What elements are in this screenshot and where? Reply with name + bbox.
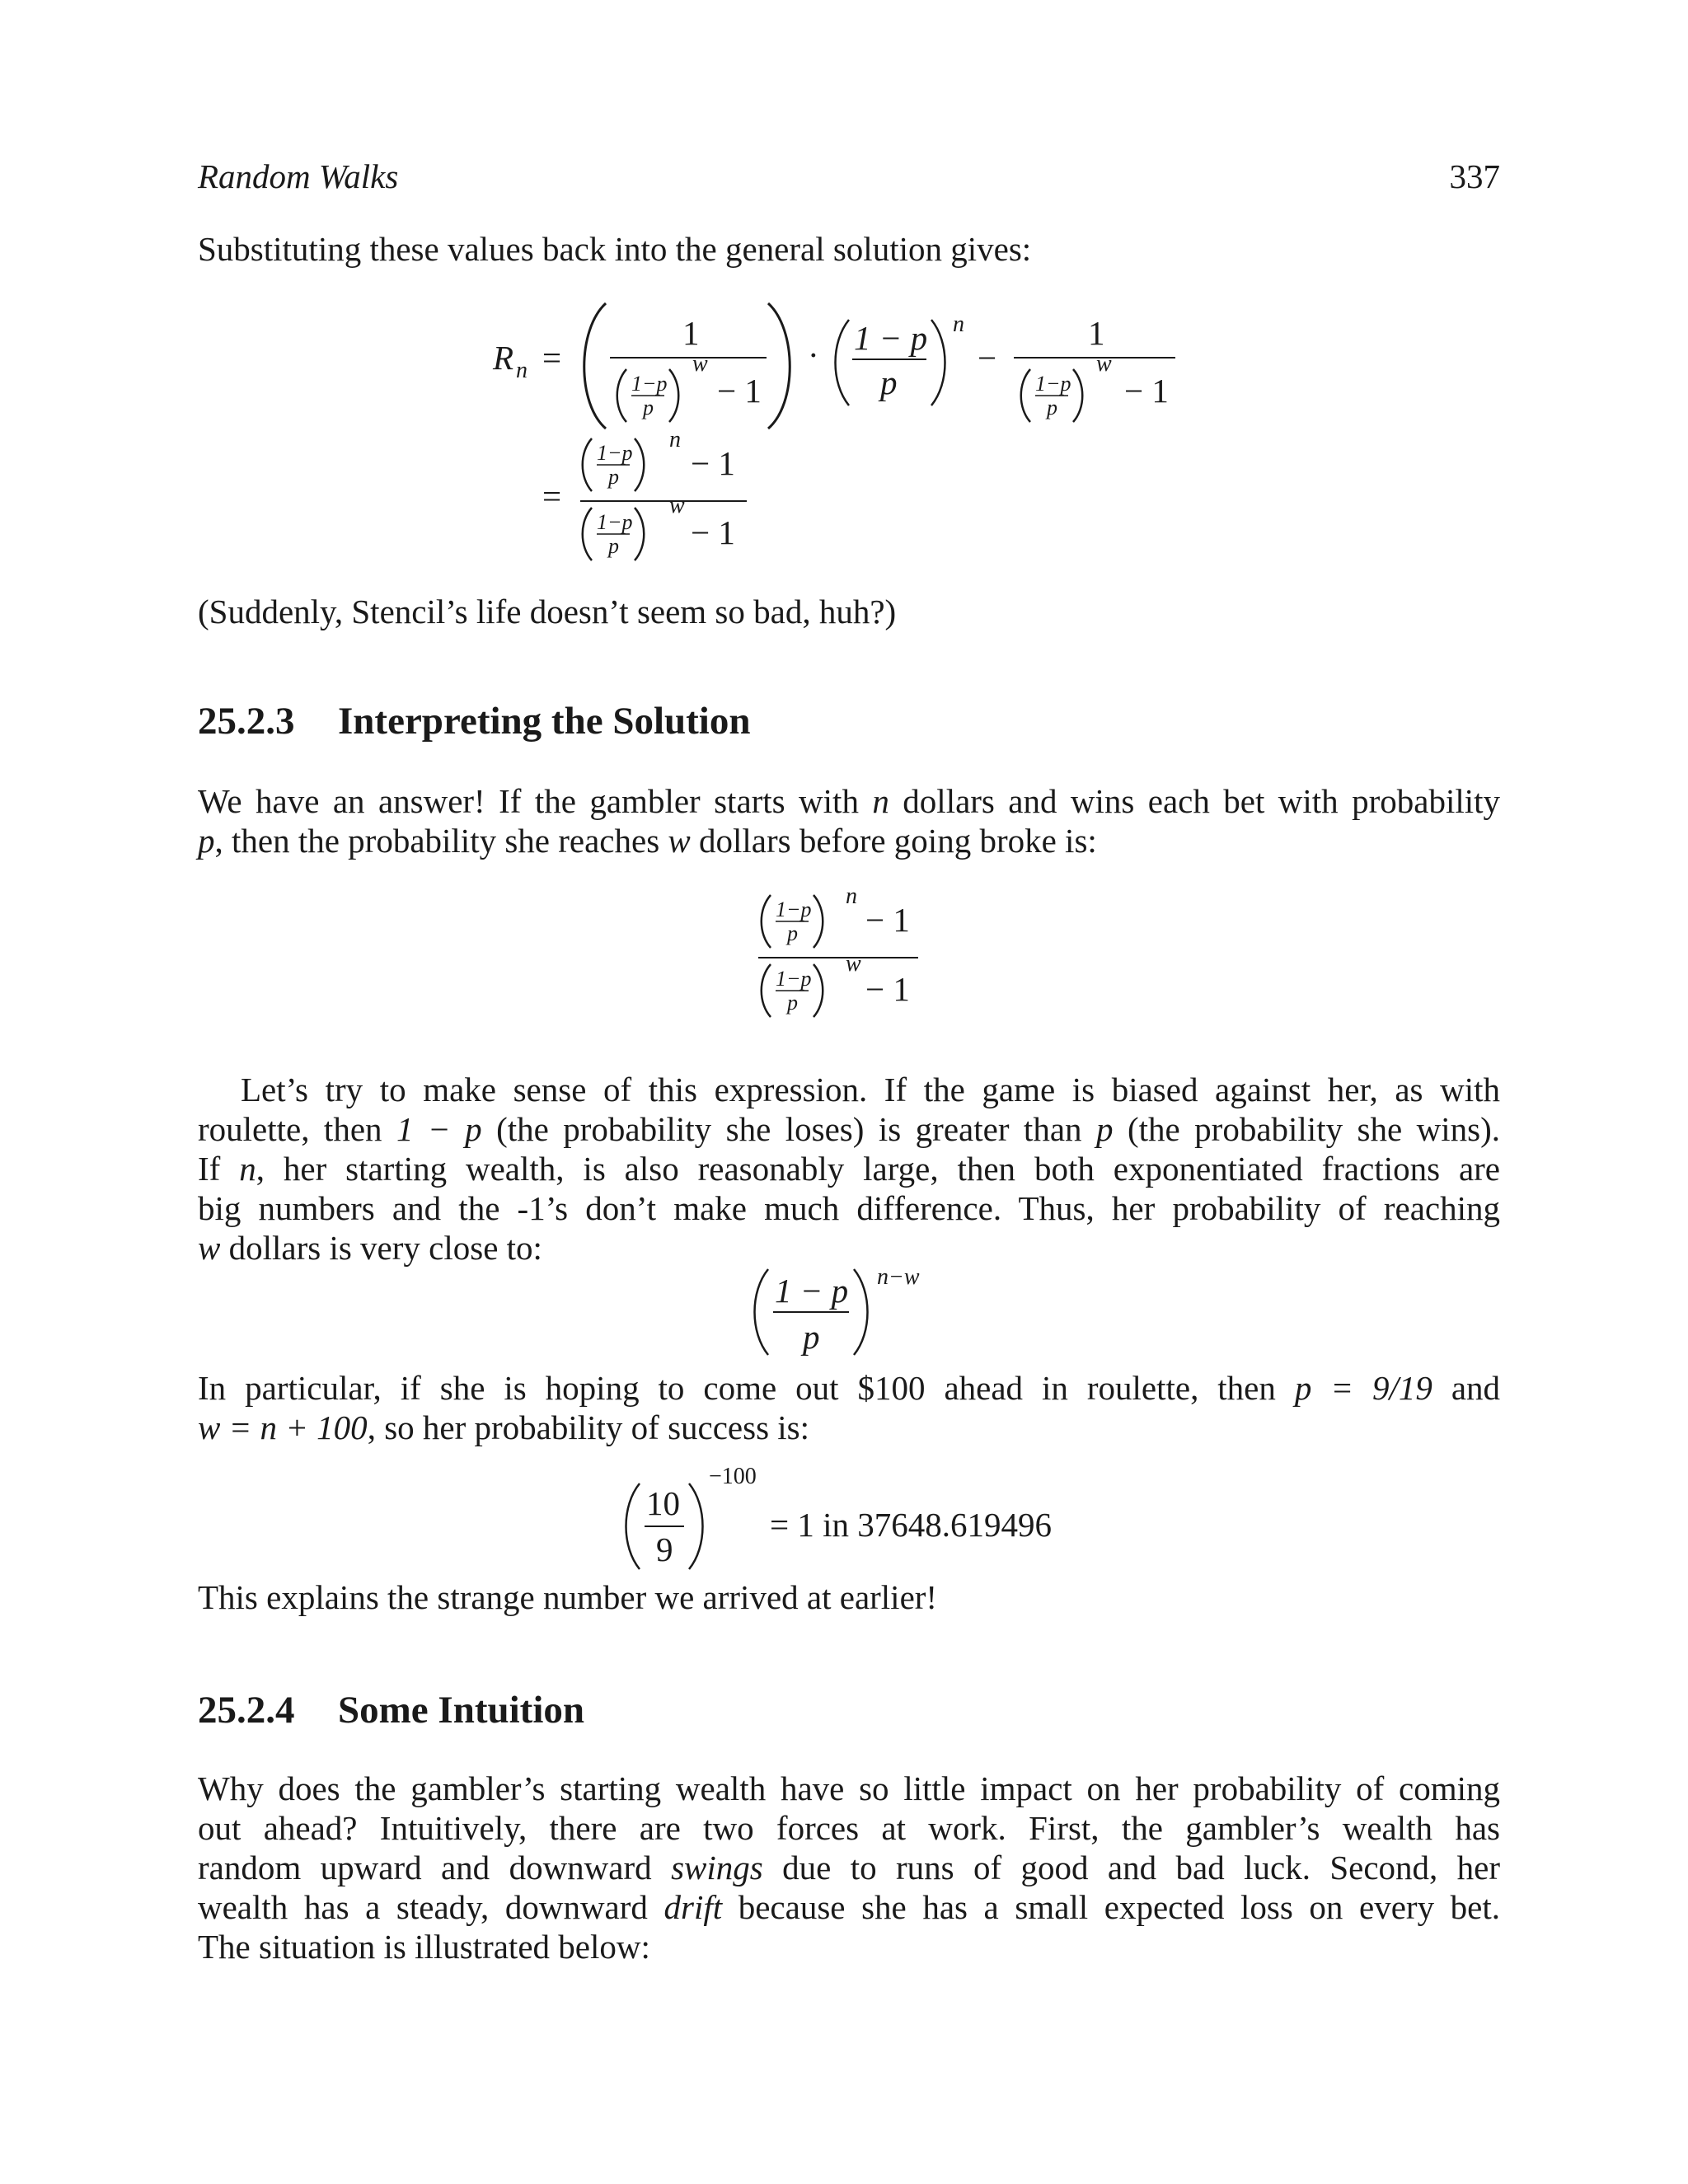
frac1-den-minus-one: − 1 <box>717 372 762 410</box>
text-span: , her starting wealth, is also reasonably large, then both exponentiated fractions are <box>256 1150 1501 1188</box>
frac1-numerator: 1 <box>682 314 700 352</box>
prob-num-top: 1−p <box>776 898 812 921</box>
text-span: This explains the strange number we arrived at earlier! <box>198 1578 938 1616</box>
text-span: (the probability she wins). <box>1127 1110 1501 1148</box>
frac3-den-bottom: p <box>1047 396 1057 419</box>
frac3-den-exp: w <box>1096 351 1112 377</box>
paragraph-explains <box>198 1577 1500 1617</box>
approx-exp: n−w <box>877 1264 920 1290</box>
math-w: w <box>198 1229 221 1267</box>
success-result: = 1 in 37648.619496 <box>770 1506 1053 1544</box>
simplified-num-minus-one: − 1 <box>691 444 735 482</box>
frac2-exp: n <box>953 312 964 337</box>
math-p: p <box>1096 1110 1114 1148</box>
text-span: big numbers and the -1’s don’t make much difference. Thus, her probability of reaching <box>198 1189 1500 1227</box>
approx-denominator: p <box>803 1318 820 1356</box>
text-span: The situation is illustrated below: <box>198 1928 650 1966</box>
approx-numerator: 1 − p <box>775 1272 849 1310</box>
success-right-paren <box>689 1483 703 1569</box>
prob-den-bottom: p <box>787 991 798 1015</box>
text-span: In particular, if she is hoping to come out $100 ahead in roulette, then <box>198 1369 1276 1407</box>
prob-num-exp: n <box>846 883 857 909</box>
text-span: wealth has a steady, downward <box>198 1888 648 1926</box>
success-denominator: 9 <box>656 1530 673 1568</box>
simplified-den-top: 1−p <box>597 510 633 534</box>
text-span: out ahead? Intuitively, there are two forces at work. First, the gambler’s wealth has <box>198 1809 1500 1847</box>
simplified-num-top: 1−p <box>597 441 633 465</box>
math-w-equals: w = n + 100 <box>198 1408 368 1446</box>
text-span: because she has a small expected loss on every bet. <box>738 1888 1500 1926</box>
prob-num-bottom: p <box>787 921 798 945</box>
text-span: due to runs of good and bad luck. Second, her <box>782 1849 1501 1886</box>
success-left-paren <box>626 1483 640 1569</box>
success-numerator: 10 <box>646 1484 680 1522</box>
equals-sign: = <box>542 339 562 377</box>
frac3-den-minus-one: − 1 <box>1124 372 1169 410</box>
text-span: (the probability she loses) is greater than <box>496 1110 1082 1148</box>
math-w: w <box>668 822 691 860</box>
simplified-num-bottom: p <box>608 465 619 489</box>
section-number: 25.2.4 <box>198 1689 295 1732</box>
text-span: and <box>1451 1369 1501 1407</box>
minus-sign: − <box>978 339 997 377</box>
text-span: random upward and downward <box>198 1849 652 1886</box>
page-number: 337 <box>1449 157 1500 195</box>
frac3-den-top: 1−p <box>1035 372 1071 396</box>
equals-sign-2: = <box>542 477 562 515</box>
math-one-minus-p: 1 − p <box>396 1110 482 1148</box>
text-span: , so her probability of success is: <box>367 1408 810 1446</box>
rn-symbol: R <box>493 339 514 377</box>
section-title: Some Intuition <box>338 1689 585 1732</box>
emphasis-drift: drift <box>663 1888 723 1926</box>
dot-operator: · <box>808 336 819 374</box>
simplified-num-exp: n <box>669 427 681 452</box>
text-line <box>198 1808 1500 1848</box>
frac2-numerator: 1 − p <box>854 319 928 357</box>
paragraph-intuition <box>198 1769 1500 1966</box>
math-n: n <box>872 782 889 820</box>
success-exp: −100 <box>709 1464 757 1489</box>
section-heading-25-2-4 <box>198 1688 584 1732</box>
text-span: , then the probability she reaches <box>214 822 660 860</box>
text-line <box>198 1769 1500 1808</box>
prob-den-exp: w <box>846 951 861 977</box>
text-span: dollars is very close to: <box>228 1229 542 1267</box>
text-line <box>198 1848 1500 1887</box>
emphasis-swings: swings <box>671 1849 763 1886</box>
section-title: Interpreting the Solution <box>338 700 751 743</box>
simplified-den-exp: w <box>669 493 685 518</box>
intro-text: Substituting these values back into the general solution gives: <box>198 230 1032 268</box>
text-line <box>198 1927 1500 1966</box>
simplified-den-bottom: p <box>608 534 619 558</box>
prob-den-minus-one: − 1 <box>865 970 910 1008</box>
math-p: p <box>198 822 215 860</box>
text-span: dollars and wins each bet with probability <box>903 782 1501 820</box>
frac1-den-top: 1−p <box>631 372 668 396</box>
math-n: n <box>239 1150 256 1188</box>
text-span: Why does the gambler’s starting wealth have so little impact on her probability of coming <box>198 1769 1500 1807</box>
simplified-den-minus-one: − 1 <box>691 513 735 551</box>
text-line <box>198 1887 1500 1927</box>
text-span: If <box>198 1150 221 1188</box>
running-title: Random Walks <box>198 157 399 195</box>
aside-text: (Suddenly, Stencil’s life doesn’t seem so bad, huh?) <box>198 593 897 630</box>
text-span: We have an answer! If the gambler starts with <box>198 782 859 820</box>
frac1-den-exp: w <box>692 351 708 377</box>
frac2-denominator: p <box>880 363 898 401</box>
text-span: dollars before going broke is: <box>699 822 1097 860</box>
math-p-equals: p = 9/19 <box>1294 1369 1432 1407</box>
frac3-numerator: 1 <box>1088 314 1105 352</box>
text-span: roulette, then <box>198 1110 382 1148</box>
prob-num-minus-one: − 1 <box>865 901 910 939</box>
text-span: Let’s try to make sense of this expression. If the game is biased against her, as with <box>241 1071 1500 1108</box>
rn-subscript: n <box>516 358 528 383</box>
section-number: 25.2.3 <box>198 700 295 743</box>
frac1-den-bottom: p <box>643 396 654 419</box>
prob-den-top: 1−p <box>776 967 812 991</box>
